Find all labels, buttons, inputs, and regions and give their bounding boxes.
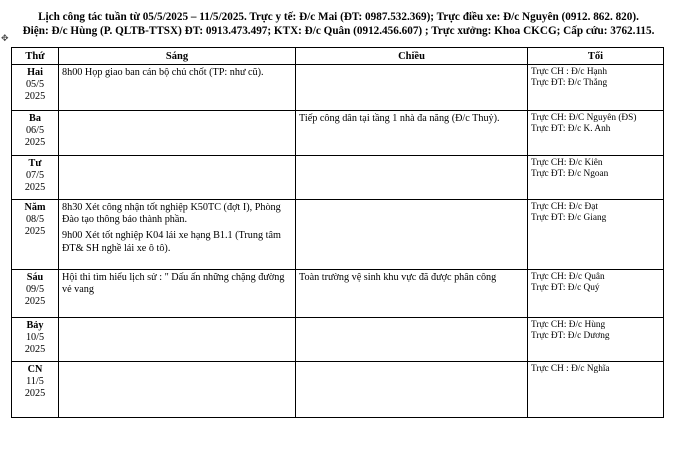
day-year: 2025 bbox=[24, 388, 46, 400]
table-row bbox=[12, 318, 664, 362]
header-line-1: Lịch công tác tuần từ 05/5/2025 – 11/5/2025. Trực y tế: Đ/c Mai (ĐT: 0987.532.369); Trực điều xe: Đ/c Nguyên (0912. 862. 820). bbox=[38, 11, 639, 23]
duty-assignment: Trực CH: Đ/C Nguyên (ĐS) bbox=[531, 113, 637, 123]
day-year: 2025 bbox=[24, 296, 46, 308]
morning-cell bbox=[59, 200, 296, 270]
afternoon-cell bbox=[296, 270, 528, 318]
afternoon-cell bbox=[296, 65, 528, 111]
day-date: 06/5 bbox=[25, 125, 45, 137]
table-row bbox=[12, 270, 664, 318]
table-row bbox=[12, 200, 664, 270]
schedule-entry: 8h30 Xét công nhận tốt nghiệp K50TC (đợt I), Phòng Đào tạo thông báo thành phần. bbox=[62, 202, 281, 226]
duty-assignment: Trực CH : Đ/c Hạnh bbox=[531, 67, 607, 77]
day-cell bbox=[12, 65, 59, 111]
day-year: 2025 bbox=[24, 226, 46, 238]
day-date: 10/5 bbox=[25, 332, 45, 344]
morning-cell bbox=[59, 270, 296, 318]
column-header-night: Tối bbox=[528, 48, 664, 65]
day-year: 2025 bbox=[24, 137, 46, 149]
day-year: 2025 bbox=[24, 182, 46, 194]
table-row bbox=[12, 65, 664, 111]
day-name: Bảy bbox=[26, 320, 44, 331]
day-year: 2025 bbox=[24, 344, 46, 356]
duty-assignment: Trực ĐT: Đ/c Quý bbox=[531, 282, 600, 293]
day-name: Tư bbox=[28, 158, 42, 169]
morning-cell bbox=[59, 362, 296, 418]
column-header-day: Thứ bbox=[12, 48, 59, 65]
header-line-2: Điện: Đ/c Hùng (P. QLTB-TTSX) ĐT: 0913.473.497; KTX: Đ/c Quân (0912.456.607) ; Trực xưởng: Khoa CKCG; Cấp cứu: 3762.115. bbox=[22, 25, 655, 37]
night-duty-cell bbox=[528, 200, 664, 270]
duty-assignment: Trực ĐT: Đ/c Dương bbox=[531, 330, 610, 341]
day-name: Hai bbox=[27, 67, 43, 78]
duty-assignment: Trực CH: Đ/c Hùng bbox=[531, 320, 606, 330]
day-name: Ba bbox=[29, 113, 41, 124]
table-header-row bbox=[12, 48, 664, 65]
schedule-entry: 9h00 Xét tốt nghiệp K04 lái xe hạng B1.1 (Trung tâm ĐT& SH nghề lái xe ô tô). bbox=[62, 230, 281, 254]
day-cell bbox=[12, 156, 59, 200]
day-date: 05/5 bbox=[25, 79, 45, 91]
night-duty-cell bbox=[528, 318, 664, 362]
afternoon-cell bbox=[296, 200, 528, 270]
duty-assignment: Trực CH : Đ/c Nghĩa bbox=[531, 364, 610, 374]
morning-cell bbox=[59, 111, 296, 156]
day-name: Sáu bbox=[26, 272, 44, 283]
table-row bbox=[12, 362, 664, 418]
day-cell bbox=[12, 111, 59, 156]
duty-assignment: Trực ĐT: Đ/c Giang bbox=[531, 212, 607, 223]
day-date: 09/5 bbox=[25, 284, 45, 296]
schedule-entry: Hội thi tìm hiểu lịch sử : " Dấu ấn những chặng đường vẻ vang bbox=[62, 272, 285, 296]
morning-cell bbox=[59, 318, 296, 362]
afternoon-cell bbox=[296, 318, 528, 362]
duty-assignment: Trực CH: Đ/c Đạt bbox=[531, 202, 598, 212]
night-duty-cell bbox=[528, 111, 664, 156]
day-cell bbox=[12, 318, 59, 362]
schedule-entry: Toàn trường vệ sinh khu vực đã được phân công bbox=[299, 272, 497, 283]
afternoon-cell bbox=[296, 156, 528, 200]
day-cell bbox=[12, 362, 59, 418]
duty-assignment: Trực ĐT: Đ/c Ngoan bbox=[531, 168, 609, 179]
afternoon-cell bbox=[296, 111, 528, 156]
duty-assignment: Trực CH: Đ/c Quân bbox=[531, 272, 605, 282]
day-cell bbox=[12, 200, 59, 270]
day-cell bbox=[12, 270, 59, 318]
schedule-entry: 8h00 Họp giao ban cán bộ chủ chốt (TP: như cũ). bbox=[62, 67, 264, 78]
schedule-entry: Tiếp công dân tại tầng 1 nhà đa năng (Đ/c Thuỷ). bbox=[299, 113, 500, 124]
day-date: 11/5 bbox=[26, 376, 44, 388]
day-name: Năm bbox=[24, 202, 46, 213]
schedule-header bbox=[0, 10, 677, 38]
night-duty-cell bbox=[528, 156, 664, 200]
afternoon-cell bbox=[296, 362, 528, 418]
morning-cell bbox=[59, 156, 296, 200]
day-year: 2025 bbox=[24, 91, 46, 103]
day-date: 08/5 bbox=[25, 214, 45, 226]
night-duty-cell bbox=[528, 362, 664, 418]
duty-assignment: Trực CH: Đ/c Kiên bbox=[531, 158, 603, 168]
night-duty-cell bbox=[528, 270, 664, 318]
day-name: CN bbox=[27, 364, 43, 375]
morning-cell bbox=[59, 65, 296, 111]
column-header-afternoon: Chiều bbox=[296, 48, 528, 65]
duty-assignment: Trực ĐT: Đ/c K. Anh bbox=[531, 123, 611, 134]
weekly-schedule-table bbox=[11, 47, 664, 418]
duty-assignment: Trực ĐT: Đ/c Thắng bbox=[531, 77, 608, 88]
day-date: 07/5 bbox=[25, 170, 45, 182]
column-header-morning: Sáng bbox=[59, 48, 296, 65]
table-row bbox=[12, 156, 664, 200]
night-duty-cell bbox=[528, 65, 664, 111]
move-icon[interactable]: ✥ bbox=[1, 34, 9, 44]
table-row bbox=[12, 111, 664, 156]
